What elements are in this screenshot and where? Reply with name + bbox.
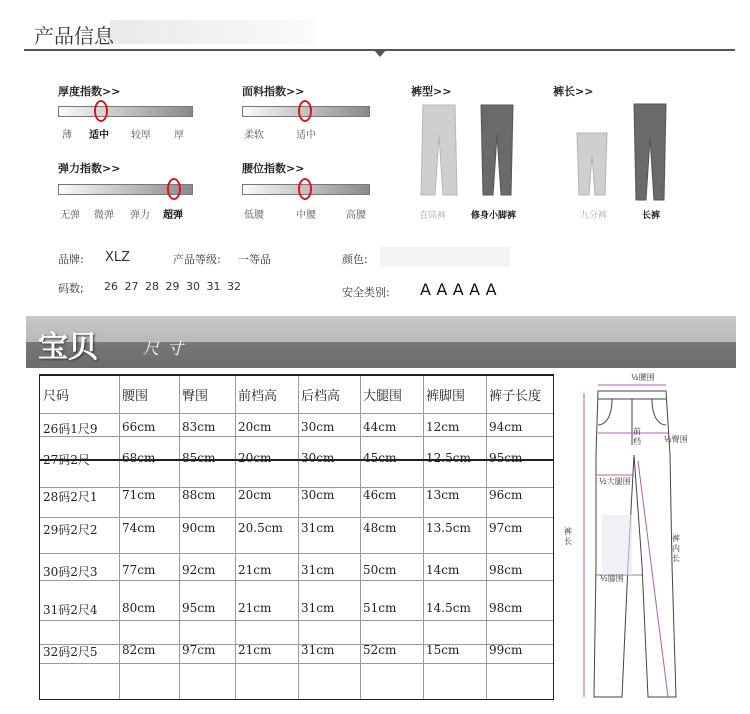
table-column-divider (360, 376, 361, 699)
table-column-divider (119, 376, 120, 699)
table-cell: 99cm (489, 643, 523, 657)
table-cell: 20.5cm (238, 521, 283, 535)
table-cell: 95cm (489, 451, 523, 465)
table-cell: 98cm (489, 563, 523, 577)
gauge-title-waist: 腰位指数>> (242, 162, 305, 175)
size-banner (26, 316, 736, 368)
gauge-marker-elasticity (167, 178, 181, 200)
table-column-divider (486, 376, 487, 699)
table-cell: 27码2尺 (43, 453, 90, 467)
table-row-divider (40, 517, 553, 518)
pants-type-option-selected: 修身小脚裤 (471, 211, 517, 221)
table-cell: 14cm (426, 563, 460, 577)
table-cell: 83cm (182, 420, 216, 434)
gauge-title-fabric: 面料指数>> (242, 85, 305, 98)
table-cell: 32码2尺5 (43, 645, 98, 659)
table-cell: 30cm (301, 451, 335, 465)
gauge-marker-fabric (298, 100, 312, 122)
pants-illustrations (405, 95, 635, 205)
straight-pants-icon (421, 105, 457, 195)
brand-value: XLZ (105, 250, 131, 265)
table-row-divider (40, 459, 553, 461)
table-cell: 82cm (122, 643, 156, 657)
gauge-label: 适中 (296, 130, 316, 141)
gauge-label: 较厚 (131, 130, 151, 141)
long-pants-icon (630, 102, 670, 202)
safety-label: 安全类别: (342, 286, 390, 299)
table-header-cell: 腰围 (122, 389, 149, 404)
measurement-diagram (556, 365, 736, 710)
size-banner-subtitle: 尺寸 (143, 339, 192, 358)
table-cell: 29码2尺2 (43, 523, 98, 537)
pants-type-title: 裤型>> (411, 85, 452, 98)
color-label: 颜色: (342, 253, 368, 266)
table-header-cell: 后档高 (301, 389, 341, 404)
table-cell: 80cm (122, 601, 156, 615)
gauge-bar-thickness (58, 106, 193, 117)
gauge-label: 弹力 (130, 210, 150, 221)
table-cell: 92cm (182, 563, 216, 577)
table-header-cell: 前档高 (238, 389, 278, 404)
table-header-cell: 臀围 (182, 389, 209, 404)
table-cell: 28码2尺1 (43, 490, 98, 504)
gauge-label: 无弹 (60, 210, 80, 221)
table-cell: 26码1尺9 (43, 422, 98, 436)
gauge-label: 高腰 (346, 210, 366, 221)
table-cell: 14.5cm (426, 601, 471, 615)
table-cell: 31cm (301, 521, 335, 535)
table-row-divider (40, 487, 553, 488)
sizes-label: 码数; (58, 282, 84, 295)
table-cell: 48cm (363, 521, 397, 535)
brand-label: 品牌: (58, 253, 84, 266)
diagram-label-hip: ½臀围 (664, 435, 688, 444)
gauge-marker-thickness (94, 100, 108, 122)
table-cell: 97cm (182, 643, 216, 657)
sizes-value: 26 27 28 29 30 31 32 (104, 280, 241, 293)
table-column-divider (423, 376, 424, 699)
table-cell: 44cm (363, 420, 397, 434)
safety-value: AAAAA (420, 280, 502, 299)
table-cell: 52cm (363, 643, 397, 657)
gauge-label: 薄 (62, 130, 72, 141)
gauge-title-thickness: 厚度指数>> (58, 85, 121, 98)
pants-length-option-selected: 长裤 (642, 211, 661, 221)
table-cell: 15cm (426, 643, 460, 657)
diagram-label-waist: ½腰围 (631, 373, 655, 382)
table-cell: 30cm (301, 488, 335, 502)
table-row-divider (40, 644, 553, 645)
header-shade (110, 20, 315, 44)
table-cell: 45cm (363, 451, 397, 465)
table-header-cell: 裤脚围 (426, 389, 466, 404)
table-cell: 12cm (426, 420, 460, 434)
table-cell: 50cm (363, 563, 397, 577)
gauge-label: 厚 (174, 130, 184, 141)
table-column-divider (298, 376, 299, 699)
table-cell: 77cm (122, 563, 156, 577)
table-column-divider (179, 376, 180, 699)
table-cell: 46cm (363, 488, 397, 502)
table-header-cell: 尺码 (43, 389, 70, 404)
table-row-divider (40, 436, 553, 437)
table-cell: 85cm (182, 451, 216, 465)
table-cell: 31cm (301, 563, 335, 577)
table-cell: 20cm (238, 488, 272, 502)
grade-label: 产品等级: (173, 253, 221, 266)
pants-length-title: 裤长>> (553, 85, 594, 98)
table-cell: 30码2尺3 (43, 565, 98, 579)
table-cell: 74cm (122, 521, 156, 535)
table-cell: 20cm (238, 420, 272, 434)
table-cell: 97cm (489, 521, 523, 535)
table-header-cell: 大腿围 (363, 389, 403, 404)
diagram-label-thigh: ½大腿围 (599, 477, 631, 486)
table-row-divider (40, 580, 553, 581)
table-cell: 71cm (122, 488, 156, 502)
gauge-label: 低腰 (244, 210, 264, 221)
table-cell: 13.5cm (426, 521, 471, 535)
table-cell: 31码2尺4 (43, 603, 98, 617)
table-cell: 68cm (122, 451, 156, 465)
size-table (39, 374, 554, 700)
table-cell: 51cm (363, 601, 397, 615)
table-cell: 95cm (182, 601, 216, 615)
gauge-marker-waist (298, 178, 312, 200)
table-cell: 66cm (122, 420, 156, 434)
table-row-divider (40, 663, 553, 664)
section-title: 产品信息 (34, 24, 114, 48)
table-row-divider (40, 553, 553, 554)
table-cell: 20cm (238, 451, 272, 465)
table-cell: 90cm (182, 521, 216, 535)
diagram-label-inseam: 裤内长 (672, 534, 680, 563)
pants-length-option: 九分裤 (580, 211, 608, 221)
gauge-label: 微弹 (94, 210, 114, 221)
table-cell: 31cm (301, 643, 335, 657)
gauge-label-selected: 适中 (89, 130, 109, 141)
table-cell: 30cm (301, 420, 335, 434)
gauge-label-selected: 超弹 (163, 210, 183, 221)
table-cell: 13cm (426, 488, 460, 502)
table-cell: 21cm (238, 563, 272, 577)
gauge-title-elasticity: 弹力指数>> (58, 162, 121, 175)
table-cell: 88cm (182, 488, 216, 502)
table-row-divider (40, 413, 553, 414)
slim-pants-icon (481, 105, 513, 195)
color-value-box (380, 247, 510, 267)
table-header-cell: 裤子长度 (489, 389, 542, 404)
table-cell: 21cm (238, 643, 272, 657)
table-cell: 94cm (489, 420, 523, 434)
pants-type-option: 直筒裤 (419, 211, 447, 221)
table-cell: 21cm (238, 601, 272, 615)
cropped-pants-icon (577, 133, 607, 195)
diagram-label-length: 裤长 (564, 527, 572, 546)
table-row-divider (40, 620, 553, 621)
header-notch-icon (374, 50, 386, 57)
gauge-label: 柔软 (244, 130, 264, 141)
size-banner-title: 宝贝 (38, 330, 98, 365)
gauge-label: 中腰 (296, 210, 316, 221)
diagram-label-knee: ½膝围 (600, 574, 624, 583)
diagram-label-front-rise: 前档 (633, 427, 641, 446)
table-cell: 31cm (301, 601, 335, 615)
table-cell: 96cm (489, 488, 523, 502)
table-column-divider (235, 376, 236, 699)
table-cell: 98cm (489, 601, 523, 615)
grade-value: 一等品 (238, 253, 271, 266)
table-cell: 12.5cm (426, 451, 471, 465)
